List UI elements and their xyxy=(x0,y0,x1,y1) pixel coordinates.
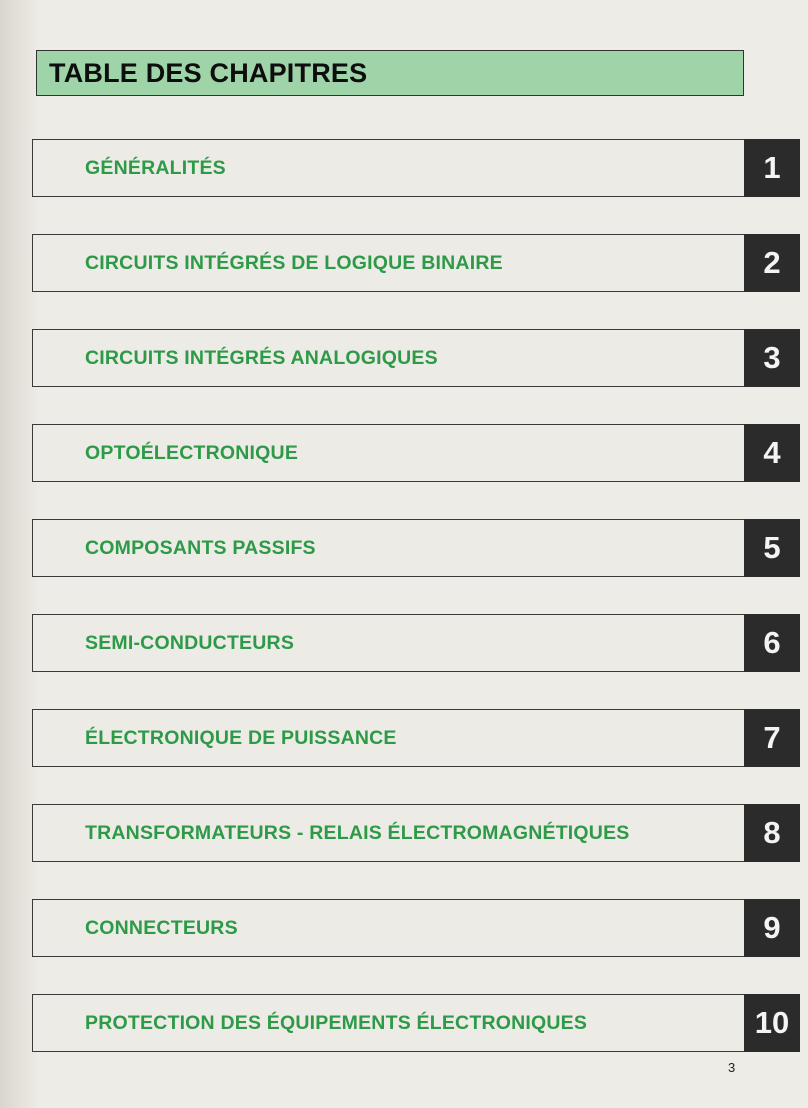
chapter-row-10[interactable] xyxy=(32,994,746,1052)
chapter-label: SEMI-CONDUCTEURS xyxy=(85,631,295,654)
chapter-row-9[interactable] xyxy=(32,899,746,957)
chapter-tab-3[interactable]: 3 xyxy=(744,329,800,387)
chapter-label: CIRCUITS INTÉGRÉS ANALOGIQUES xyxy=(85,346,438,369)
chapter-label: CIRCUITS INTÉGRÉS DE LOGIQUE BINAIRE xyxy=(85,251,503,274)
chapter-label: TRANSFORMATEURS - RELAIS ÉLECTROMAGNÉTIQUES xyxy=(85,821,630,844)
chapter-row-1[interactable] xyxy=(32,139,746,197)
chapter-label: COMPOSANTS PASSIFS xyxy=(85,536,316,559)
page-title: TABLE DES CHAPITRES xyxy=(49,57,368,88)
chapter-tab-6[interactable]: 6 xyxy=(744,614,800,672)
chapter-row-4[interactable] xyxy=(32,424,746,482)
chapter-tab-8[interactable]: 8 xyxy=(744,804,800,862)
chapter-row-2[interactable] xyxy=(32,234,746,292)
page-title-bar xyxy=(36,50,744,96)
chapter-tab-10[interactable]: 10 xyxy=(744,994,800,1052)
chapter-row-8[interactable] xyxy=(32,804,746,862)
chapter-tab-9[interactable]: 9 xyxy=(744,899,800,957)
chapter-tab-4[interactable]: 4 xyxy=(744,424,800,482)
chapter-row-3[interactable] xyxy=(32,329,746,387)
chapter-row-5[interactable] xyxy=(32,519,746,577)
chapter-label: GÉNÉRALITÉS xyxy=(85,156,226,179)
chapter-tab-2[interactable]: 2 xyxy=(744,234,800,292)
chapter-label: PROTECTION DES ÉQUIPEMENTS ÉLECTRONIQUES xyxy=(85,1011,588,1034)
chapter-label: CONNECTEURS xyxy=(85,916,238,939)
chapter-tab-5[interactable]: 5 xyxy=(744,519,800,577)
page-number: 3 xyxy=(728,1060,736,1075)
chapter-tab-7[interactable]: 7 xyxy=(744,709,800,767)
chapter-row-7[interactable] xyxy=(32,709,746,767)
chapter-tab-1[interactable]: 1 xyxy=(744,139,800,197)
chapter-label: OPTOÉLECTRONIQUE xyxy=(85,441,299,464)
chapter-row-6[interactable] xyxy=(32,614,746,672)
chapter-label: ÉLECTRONIQUE DE PUISSANCE xyxy=(85,726,397,749)
